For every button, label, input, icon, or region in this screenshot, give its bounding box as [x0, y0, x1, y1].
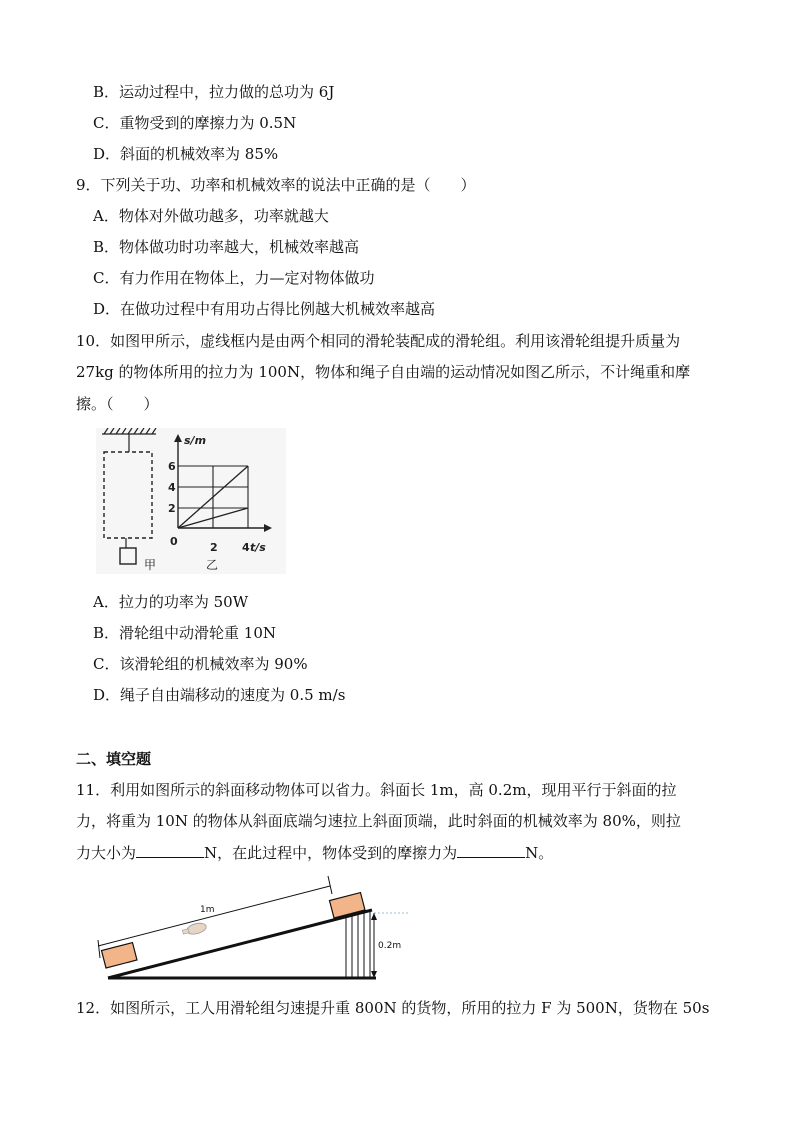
q10-stem-line1: 10．如图甲所示，虚线框内是由两个相同的滑轮装配成的滑轮组。利用该滑轮组提升质量为 — [76, 332, 681, 350]
q10-option-c: C．该滑轮组的机械效率为 90% — [93, 655, 308, 673]
x-tick-2: 2 — [210, 541, 218, 554]
q10-option-b: B．滑轮组中动滑轮重 10N — [93, 624, 277, 642]
q8-option-d: D．斜面的机械效率为 85% — [93, 145, 279, 163]
q9-option-d: D．在做功过程中有用功占得比例越大机械效率越高 — [93, 300, 436, 318]
q9-option-a: A．物体对外做功越多，功率就越大 — [93, 207, 329, 225]
origin-label: 0 — [170, 535, 178, 548]
q11-stem-line2: 力，将重为 10N 的物体从斜面底端匀速拉上斜面顶端，此时斜面的机械效率为 80%，则拉 — [76, 812, 681, 830]
q10-stem-line2: 27kg 的物体所用的拉力为 100N，物体和绳子自由端的运动情况如图乙所示，不计绳重和摩 — [76, 363, 691, 381]
q12-stem-line1: 12．如图所示，工人用滑轮组匀速提升重 800N 的货物，所用的拉力 F 为 500N，货物在 50s — [76, 999, 710, 1017]
q10-option-d: D．绳子自由端移动的速度为 0.5 m/s — [93, 686, 346, 704]
y-tick-4: 4 — [168, 481, 176, 494]
q11-text-a: 力大小为 — [76, 844, 137, 862]
q8-option-c: C．重物受到的摩擦力为 0.5N — [93, 114, 297, 132]
q8-option-b: B．运动过程中，拉力做的总功为 6J — [93, 83, 335, 101]
label-yi: 乙 — [206, 558, 219, 572]
q9-stem: 9．下列关于功、功率和机械效率的说法中正确的是（ ） — [76, 176, 476, 194]
q10-figure — [96, 428, 286, 574]
x-axis-label: t/s — [250, 541, 266, 554]
q10-stem-line3: 擦。（ ） — [76, 395, 159, 413]
q11-blank-1[interactable] — [136, 842, 204, 858]
q10-option-a: A．拉力的功率为 50W — [93, 593, 249, 611]
q11-blank-2[interactable] — [457, 842, 525, 858]
section-heading-fill-in: 二、填空题 — [76, 750, 152, 768]
y-tick-6: 6 — [168, 460, 176, 473]
q9-option-c: C．有力作用在物体上，力—定对物体做功 — [93, 269, 375, 287]
q11-text-b: N，在此过程中，物体受到的摩擦力为 — [204, 844, 458, 862]
q9-option-b: B．物体做功时功率越大，机械效率越高 — [93, 238, 360, 256]
q11-stem-line1: 11．利用如图所示的斜面移动物体可以省力。斜面长 1m，高 0.2m，现用平行于斜面的拉 — [76, 781, 677, 799]
block-bottom — [101, 943, 136, 968]
length-label: 1m — [200, 905, 215, 915]
y-tick-2: 2 — [168, 502, 176, 515]
x-tick-4: 4 — [242, 541, 250, 554]
q11-text-c: N。 — [525, 844, 554, 862]
y-axis-label: s/m — [184, 434, 207, 447]
q11-incline-figure — [94, 874, 414, 984]
q11-stem-line3 — [76, 842, 553, 863]
height-label: 0.2m — [378, 941, 402, 951]
label-jia: 甲 — [144, 558, 157, 572]
